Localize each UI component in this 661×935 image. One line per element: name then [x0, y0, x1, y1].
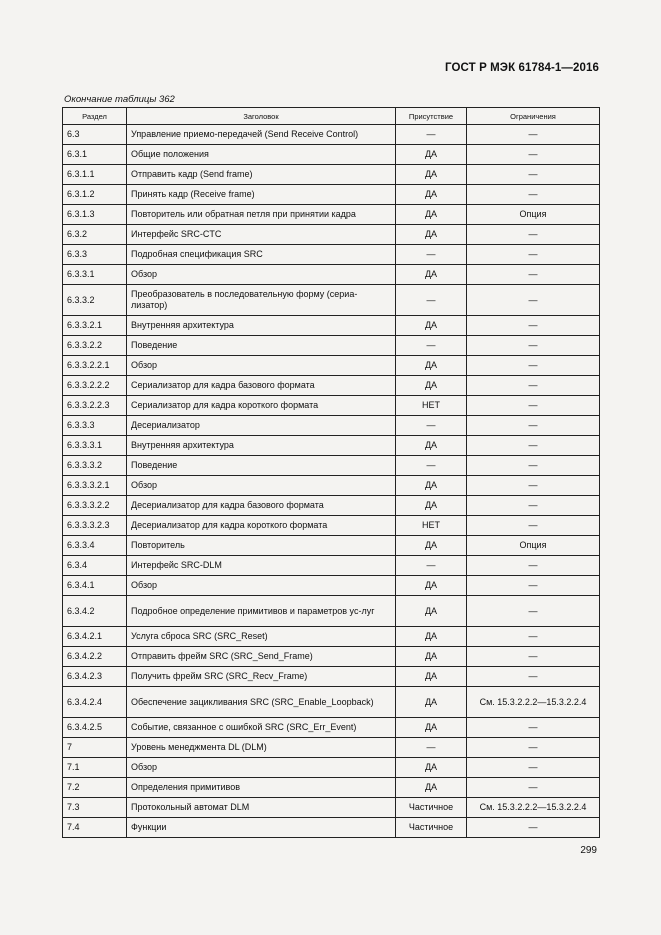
table-row	[63, 205, 600, 225]
table-row	[63, 316, 600, 336]
cell-restrictions: —	[467, 165, 600, 185]
cell-title: Сериализатор для кадра короткого формата	[127, 396, 396, 416]
cell-title: Повторитель	[127, 536, 396, 556]
cell-title: Сериализатор для кадра базового формата	[127, 376, 396, 396]
cell-title: Повторитель или обратная петля при принятии кадра	[127, 205, 396, 225]
cell-section: 6.3.3.3.2.3	[63, 516, 127, 536]
table-row	[63, 718, 600, 738]
cell-presence: —	[396, 125, 467, 145]
cell-title: Поведение	[127, 456, 396, 476]
cell-restrictions: —	[467, 356, 600, 376]
cell-restrictions: —	[467, 336, 600, 356]
table-row	[63, 476, 600, 496]
cell-section: 6.3.4.2.3	[63, 667, 127, 687]
cell-section: 6.3.3.2.2.2	[63, 376, 127, 396]
cell-presence: —	[396, 738, 467, 758]
cell-title: Обзор	[127, 265, 396, 285]
table-row	[63, 185, 600, 205]
cell-section: 7.4	[63, 818, 127, 838]
cell-section: 6.3.2	[63, 225, 127, 245]
table-row	[63, 225, 600, 245]
cell-section: 6.3.1	[63, 145, 127, 165]
cell-presence: ДА	[396, 476, 467, 496]
cell-restrictions: —	[467, 145, 600, 165]
cell-title: Обзор	[127, 356, 396, 376]
cell-presence: ДА	[396, 496, 467, 516]
cell-presence: ДА	[396, 627, 467, 647]
cell-title: Десериализатор	[127, 416, 396, 436]
table-row	[63, 265, 600, 285]
cell-restrictions: —	[467, 667, 600, 687]
table-row	[63, 536, 600, 556]
cell-presence: ДА	[396, 667, 467, 687]
table-row	[63, 818, 600, 838]
cell-section: 6.3.3.4	[63, 536, 127, 556]
page-number: 299	[580, 845, 597, 856]
cell-title: Обзор	[127, 576, 396, 596]
cell-restrictions: —	[467, 265, 600, 285]
cell-presence: Частичное	[396, 798, 467, 818]
cell-presence: ДА	[396, 778, 467, 798]
cell-title: Управление приемо-передачей (Send Receive Control)	[127, 125, 396, 145]
table-row	[63, 376, 600, 396]
cell-section: 6.3.3.3	[63, 416, 127, 436]
table-row	[63, 285, 600, 316]
table-row	[63, 496, 600, 516]
cell-restrictions: См. 15.3.2.2.2—15.3.2.2.4	[467, 798, 600, 818]
table-row	[63, 165, 600, 185]
cell-presence: ДА	[396, 145, 467, 165]
cell-restrictions: —	[467, 396, 600, 416]
cell-restrictions: —	[467, 516, 600, 536]
cell-presence: ДА	[396, 596, 467, 627]
table-row	[63, 245, 600, 265]
cell-presence: ДА	[396, 185, 467, 205]
cell-section: 6.3.3.2.2.1	[63, 356, 127, 376]
cell-title: Протокольный автомат DLM	[127, 798, 396, 818]
cell-title: Внутренняя архитектура	[127, 436, 396, 456]
cell-presence: —	[396, 336, 467, 356]
cell-presence: ДА	[396, 316, 467, 336]
cell-title: Отправить фрейм SRC (SRC_Send_Frame)	[127, 647, 396, 667]
cell-title: Интерфейс SRC-CTC	[127, 225, 396, 245]
cell-title: Десериализатор для кадра короткого формата	[127, 516, 396, 536]
cell-title: Функции	[127, 818, 396, 838]
cell-restrictions: —	[467, 225, 600, 245]
cell-presence: ДА	[396, 265, 467, 285]
cell-section: 7.1	[63, 758, 127, 778]
cell-title: Десериализатор для кадра базового формата	[127, 496, 396, 516]
table-row	[63, 356, 600, 376]
table-row	[63, 396, 600, 416]
cell-restrictions: —	[467, 576, 600, 596]
cell-title: Событие, связанное с ошибкой SRC (SRC_Err_Event)	[127, 718, 396, 738]
cell-restrictions: —	[467, 436, 600, 456]
cell-title: Подробная спецификация SRC	[127, 245, 396, 265]
table-row	[63, 145, 600, 165]
cell-section: 6.3.4.2.4	[63, 687, 127, 718]
table-row	[63, 456, 600, 476]
cell-restrictions: —	[467, 245, 600, 265]
cell-presence: НЕТ	[396, 516, 467, 536]
table-row	[63, 647, 600, 667]
cell-presence: —	[396, 245, 467, 265]
specification-table	[62, 107, 600, 838]
cell-presence: ДА	[396, 356, 467, 376]
cell-section: 6.3.3.3.1	[63, 436, 127, 456]
cell-title: Обеспечение зацикливания SRC (SRC_Enable_Loopback)	[127, 687, 396, 718]
cell-section: 6.3.3.3.2.2	[63, 496, 127, 516]
cell-restrictions: —	[467, 818, 600, 838]
cell-title: Подробное определение примитивов и параметров ус-луг	[127, 596, 396, 627]
cell-title: Отправить кадр (Send frame)	[127, 165, 396, 185]
cell-section: 6.3.4.2.1	[63, 627, 127, 647]
table-body	[63, 125, 600, 838]
cell-section: 6.3.3.2.1	[63, 316, 127, 336]
cell-restrictions: —	[467, 778, 600, 798]
cell-section: 6.3	[63, 125, 127, 145]
cell-title: Уровень менеджмента DL (DLM)	[127, 738, 396, 758]
document-code: ГОСТ Р МЭК 61784-1—2016	[445, 62, 599, 74]
cell-presence: ДА	[396, 687, 467, 718]
table-row	[63, 556, 600, 576]
cell-section: 7.2	[63, 778, 127, 798]
cell-restrictions: —	[467, 556, 600, 576]
cell-restrictions: —	[467, 596, 600, 627]
cell-presence: —	[396, 285, 467, 316]
cell-restrictions: —	[467, 476, 600, 496]
cell-section: 6.3.4	[63, 556, 127, 576]
cell-presence: ДА	[396, 718, 467, 738]
cell-section: 7.3	[63, 798, 127, 818]
column-header-section: Раздел	[63, 108, 127, 125]
table-caption: Окончание таблицы 362	[64, 94, 175, 105]
cell-presence: ДА	[396, 536, 467, 556]
cell-presence: —	[396, 556, 467, 576]
cell-restrictions: —	[467, 738, 600, 758]
table-row	[63, 738, 600, 758]
table-row	[63, 758, 600, 778]
table-row	[63, 576, 600, 596]
cell-section: 6.3.4.2.5	[63, 718, 127, 738]
cell-restrictions: Опция	[467, 205, 600, 225]
cell-title: Внутренняя архитектура	[127, 316, 396, 336]
cell-presence: —	[396, 416, 467, 436]
cell-title: Обзор	[127, 758, 396, 778]
cell-presence: ДА	[396, 165, 467, 185]
cell-section: 6.3.3.3.2	[63, 456, 127, 476]
cell-restrictions: —	[467, 125, 600, 145]
cell-title: Преобразователь в последовательную форму (сериа-лизатор)	[127, 285, 396, 316]
cell-presence: ДА	[396, 576, 467, 596]
cell-title: Интерфейс SRC-DLM	[127, 556, 396, 576]
cell-section: 7	[63, 738, 127, 758]
cell-section: 6.3.3.1	[63, 265, 127, 285]
cell-section: 6.3.4.2	[63, 596, 127, 627]
cell-title: Принять кадр (Receive frame)	[127, 185, 396, 205]
table-row	[63, 596, 600, 627]
cell-section: 6.3.1.3	[63, 205, 127, 225]
table-row	[63, 627, 600, 647]
cell-presence: ДА	[396, 376, 467, 396]
cell-section: 6.3.3.3.2.1	[63, 476, 127, 496]
table-row	[63, 687, 600, 718]
cell-restrictions: —	[467, 758, 600, 778]
cell-restrictions: —	[467, 185, 600, 205]
cell-restrictions: —	[467, 647, 600, 667]
cell-section: 6.3.3.2.2	[63, 336, 127, 356]
cell-section: 6.3.3.2.2.3	[63, 396, 127, 416]
column-header-presence: Присутствие	[396, 108, 467, 125]
cell-section: 6.3.3.2	[63, 285, 127, 316]
cell-title: Определения примитивов	[127, 778, 396, 798]
table-row	[63, 436, 600, 456]
cell-presence: ДА	[396, 758, 467, 778]
table-row	[63, 516, 600, 536]
cell-restrictions: См. 15.3.2.2.2—15.3.2.2.4	[467, 687, 600, 718]
cell-restrictions: —	[467, 456, 600, 476]
cell-section: 6.3.1.1	[63, 165, 127, 185]
table-header-row	[63, 108, 600, 125]
cell-presence: Частичное	[396, 818, 467, 838]
column-header-restrictions: Ограничения	[467, 108, 600, 125]
table-row	[63, 125, 600, 145]
cell-restrictions: —	[467, 316, 600, 336]
cell-restrictions: Опция	[467, 536, 600, 556]
cell-title: Общие положения	[127, 145, 396, 165]
cell-restrictions: —	[467, 627, 600, 647]
cell-presence: ДА	[396, 205, 467, 225]
cell-restrictions: —	[467, 496, 600, 516]
cell-restrictions: —	[467, 416, 600, 436]
cell-title: Получить фрейм SRC (SRC_Recv_Frame)	[127, 667, 396, 687]
cell-presence: —	[396, 456, 467, 476]
cell-restrictions: —	[467, 718, 600, 738]
table-row	[63, 798, 600, 818]
table-row	[63, 778, 600, 798]
cell-section: 6.3.4.1	[63, 576, 127, 596]
cell-section: 6.3.3	[63, 245, 127, 265]
cell-restrictions: —	[467, 285, 600, 316]
cell-presence: ДА	[396, 647, 467, 667]
cell-title: Поведение	[127, 336, 396, 356]
table-row	[63, 667, 600, 687]
cell-presence: НЕТ	[396, 396, 467, 416]
cell-title: Услуга сброса SRC (SRC_Reset)	[127, 627, 396, 647]
table-row	[63, 416, 600, 436]
cell-presence: ДА	[396, 225, 467, 245]
column-header-title: Заголовок	[127, 108, 396, 125]
cell-presence: ДА	[396, 436, 467, 456]
cell-restrictions: —	[467, 376, 600, 396]
table-row	[63, 336, 600, 356]
cell-section: 6.3.1.2	[63, 185, 127, 205]
cell-section: 6.3.4.2.2	[63, 647, 127, 667]
cell-title: Обзор	[127, 476, 396, 496]
